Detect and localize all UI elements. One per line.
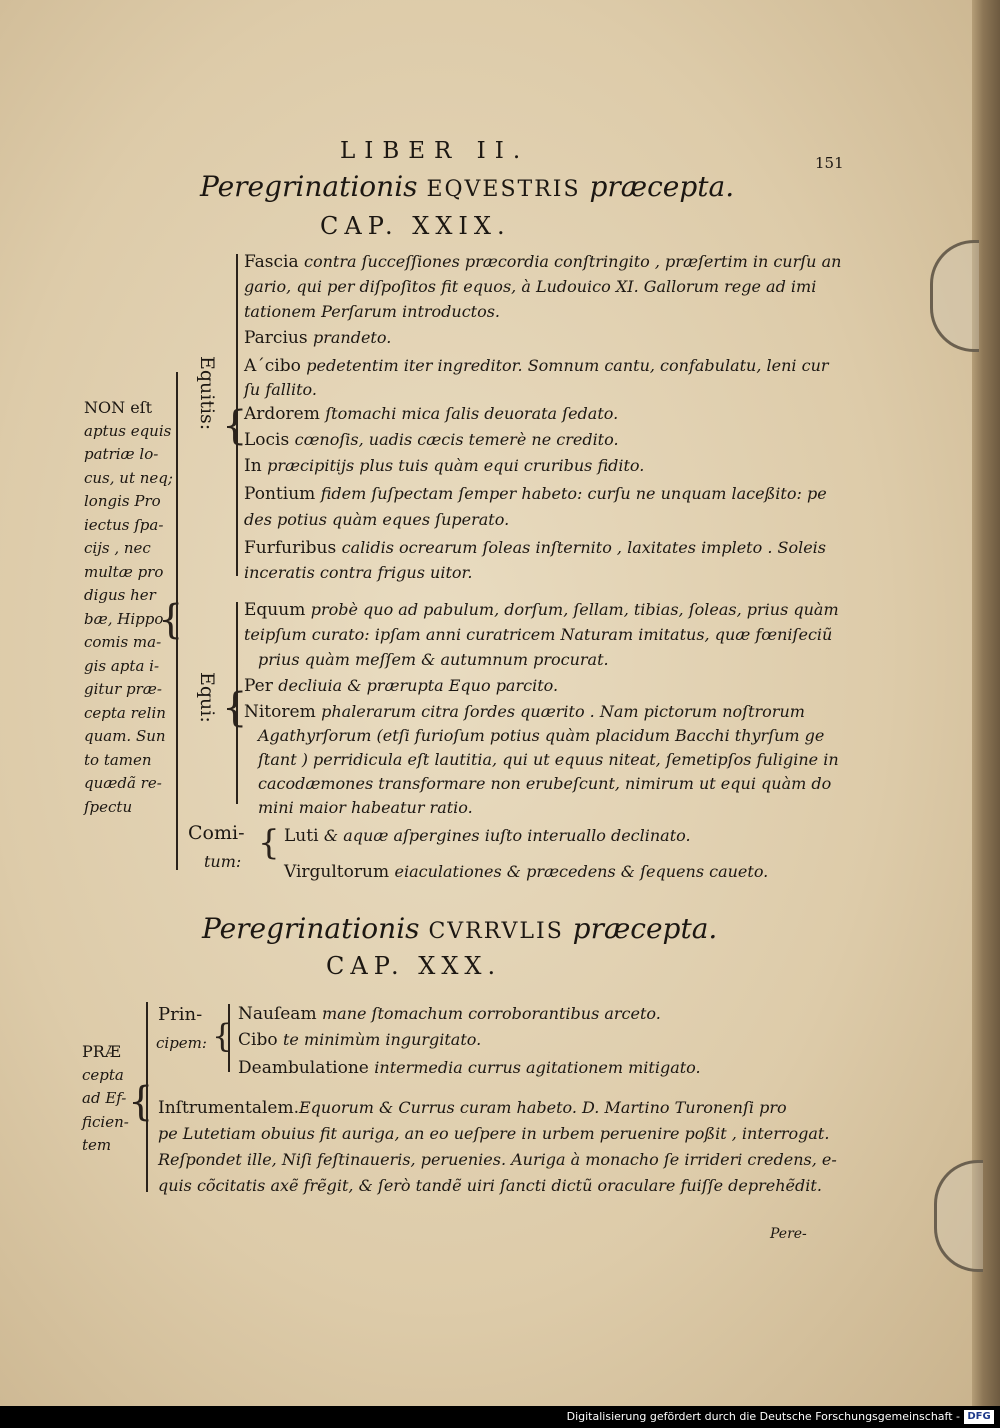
outer-brace-point: { bbox=[158, 597, 184, 643]
side-note-1-line: quam. Sun bbox=[84, 727, 166, 745]
comitum-label-1: Comi- bbox=[188, 822, 245, 844]
chapter-29-title-c: præcepta. bbox=[589, 170, 735, 203]
line-text: prandeto. bbox=[312, 328, 392, 347]
line-text: probè quo ad pabulum, dorſum, ſellam, tibias, ſoleas, prius quàm bbox=[310, 600, 839, 619]
line-text: prius quàm meſſem & autumnum procurat. bbox=[258, 650, 609, 669]
footer-bar bbox=[0, 1406, 1000, 1428]
side-note-1-line: multæ pro bbox=[84, 562, 164, 581]
equitis-line bbox=[244, 277, 816, 297]
equitis-line bbox=[244, 302, 500, 322]
side-note-2 bbox=[82, 1040, 129, 1158]
equitis-line bbox=[244, 456, 644, 476]
equitis-line bbox=[244, 484, 827, 504]
line-text: ſu fallito. bbox=[244, 380, 317, 399]
line-lead: Cibo bbox=[238, 1030, 278, 1050]
side-note-1-line: cijs , nec bbox=[84, 539, 151, 557]
catchword: Pere- bbox=[770, 1226, 807, 1242]
equitis-line bbox=[244, 563, 472, 583]
line-text: fidem ſuſpectam ſemper habeto: curſu ne unquam laceßito: pe bbox=[320, 484, 827, 503]
chapter-29-title-b: EQVESTRIS bbox=[426, 177, 581, 202]
line-text: decliuia & prærupta Equo parcito. bbox=[278, 676, 559, 695]
side-note-2-line: ad Ef- bbox=[82, 1089, 127, 1107]
comitum-label-2: tum: bbox=[204, 852, 242, 871]
chapter-30-title bbox=[202, 912, 717, 945]
principem-line bbox=[238, 1030, 481, 1050]
line-text: eiaculationes & præcedens & ſequens caueto. bbox=[394, 862, 769, 881]
line-text: des potius quàm eques ſuperato. bbox=[244, 510, 510, 529]
principem-label-2: cipem: bbox=[156, 1034, 207, 1052]
chapter-29-cap: CAP. XXIX. bbox=[320, 212, 511, 240]
equitis-line bbox=[244, 328, 391, 348]
chapter-29-title-a: Peregrinationis bbox=[200, 170, 418, 203]
line-text: calidis ocrearum ſoleas inſternito , laxitates impleto . Soleis bbox=[341, 538, 827, 557]
equitis-line bbox=[244, 538, 826, 558]
comitum-line bbox=[284, 862, 768, 882]
side-note-1-line: NON eſt bbox=[84, 398, 153, 417]
line-text: præcipitijs plus tuis quàm equi cruribus fidito. bbox=[267, 456, 645, 475]
equitis-line bbox=[244, 404, 618, 424]
line-text: contra ſucceſſiones præcordia conſtringito , præſertim in curſu an bbox=[304, 252, 842, 271]
equi-brace-point: { bbox=[222, 685, 248, 731]
line-text: inceratis contra frigus uitor. bbox=[244, 563, 473, 582]
principem-line bbox=[238, 1058, 701, 1078]
equi-line bbox=[258, 650, 609, 670]
side-note-1-line: gis apta i- bbox=[84, 656, 160, 675]
running-head: LIBER II. bbox=[340, 138, 530, 164]
line-lead: Nitorem bbox=[244, 702, 316, 722]
chapter-30-title-c: præcepta. bbox=[572, 912, 718, 945]
instrumentalem-line bbox=[158, 1124, 829, 1144]
side-note-1-line: longis Pro bbox=[84, 492, 161, 510]
line-text: tationem Perſarum introductos. bbox=[244, 302, 501, 321]
line-text: cœnoſis, uadis cæcis temerè ne credito. bbox=[294, 430, 619, 449]
principem-label-1: Prin- bbox=[158, 1004, 203, 1025]
equitis-line bbox=[244, 252, 841, 272]
side-note-1-line: gitur præ- bbox=[84, 680, 162, 698]
line-lead: Per bbox=[244, 676, 273, 696]
side-note-2-line: tem bbox=[82, 1136, 112, 1154]
line-lead: Virgultorum bbox=[284, 862, 390, 882]
principem-brace-point: { bbox=[212, 1017, 233, 1055]
side-note-1-line: comis ma- bbox=[84, 633, 162, 651]
line-lead: A´cibo bbox=[244, 356, 301, 376]
line-text: & aquæ aſpergines iuſto interuallo declinato. bbox=[323, 826, 691, 845]
line-lead: Furfuribus bbox=[244, 538, 337, 558]
side-note-1-line: patriæ lo- bbox=[84, 445, 159, 463]
side-note-1-line: quædã re- bbox=[84, 774, 162, 792]
equitis-brace-point: { bbox=[222, 403, 248, 449]
comitum-brace-point: { bbox=[258, 823, 280, 863]
footer-text: Digitalisierung gefördert durch die Deutsche Forschungsgemeinschaft - bbox=[566, 1410, 960, 1423]
equitis-line bbox=[244, 430, 619, 450]
line-text: ſtant ) perridicula eſt lautitia, qui ut equus niteat, ſemetipſos fuligine in bbox=[258, 750, 839, 769]
line-lead: Nauſeam bbox=[238, 1004, 317, 1024]
side-note-1-line: bæ, Hippo bbox=[84, 609, 164, 628]
instrumentalem-line bbox=[158, 1150, 837, 1170]
line-text: Agathyrſorum (etſi furioſum potius quàm placidum Bacchi thyrſum ge bbox=[258, 726, 825, 745]
equi-line bbox=[244, 702, 805, 722]
line-lead: Parcius bbox=[244, 328, 308, 348]
line-text: cacodæmones transformare non erubeſcunt, nimirum ut equi quàm do bbox=[258, 774, 832, 793]
equi-line bbox=[244, 625, 832, 645]
chapter-30-title-a: Peregrinationis bbox=[202, 912, 420, 945]
line-lead: Inſtrumentalem. bbox=[158, 1098, 299, 1118]
side-note-1-line: to tamen bbox=[84, 750, 152, 769]
equitis-line bbox=[244, 380, 317, 400]
side-note-2-line: ficien- bbox=[82, 1112, 129, 1131]
equi-line bbox=[244, 676, 558, 696]
line-text: intermedia currus agitationem mitigato. bbox=[374, 1058, 701, 1077]
line-text: pe Lutetiam obuius fit auriga, an eo ueſpere in urbem peruenire poßit , interrogat. bbox=[158, 1124, 830, 1143]
line-lead: Ardorem bbox=[244, 404, 320, 424]
line-text: mane ſtomachum corroborantibus arceto. bbox=[321, 1004, 661, 1023]
side-note-1-line: digus her bbox=[84, 586, 156, 604]
line-text: te minimùm ingurgitato. bbox=[282, 1030, 482, 1049]
equi-line bbox=[258, 750, 839, 770]
side-note-2-line: PRÆ bbox=[82, 1042, 121, 1061]
instrumentalem-line bbox=[158, 1098, 787, 1118]
equitis-line bbox=[244, 356, 829, 376]
instrumentalem-line bbox=[158, 1176, 822, 1196]
line-lead: Fascia bbox=[244, 252, 299, 272]
side-note-1-line: iectus ſpa- bbox=[84, 515, 164, 534]
side-note-1-line: cepta relin bbox=[84, 703, 166, 722]
page-number: 151 bbox=[815, 154, 844, 172]
line-text: phalerarum citra ſordes quærito . Nam pictorum noſtrorum bbox=[321, 702, 805, 721]
line-text: ſtomachi mica ſalis deuorata ſedato. bbox=[325, 404, 619, 423]
equi-line bbox=[258, 798, 473, 818]
chapter-29-title bbox=[200, 170, 734, 203]
equi-line bbox=[258, 774, 831, 794]
line-lead: Deambulatione bbox=[238, 1058, 369, 1078]
side-note-2-line: cepta bbox=[82, 1065, 124, 1084]
equi-label: Equi: bbox=[196, 672, 218, 723]
side-note-1-line: ſpectu bbox=[84, 797, 133, 816]
line-lead: Locis bbox=[244, 430, 290, 450]
line-text: Reſpondet ille, Niſi feſtinaueris, peruenies. Auriga à monacho ſe irrideri credens, e- bbox=[158, 1150, 837, 1169]
praecepta-brace-point: { bbox=[128, 1079, 154, 1125]
line-text: Equorum & Currus curam habeto. D. Martino Turonenſi pro bbox=[298, 1098, 787, 1117]
line-lead: Equum bbox=[244, 600, 306, 620]
line-lead: In bbox=[244, 456, 262, 476]
dfg-logo-icon: DFG bbox=[964, 1410, 994, 1424]
side-note-1-line: aptus equis bbox=[84, 421, 172, 440]
comitum-line bbox=[284, 826, 691, 846]
equi-line bbox=[258, 726, 824, 746]
side-note-1 bbox=[84, 396, 173, 819]
line-lead: Luti bbox=[284, 826, 319, 846]
line-text: quis cõcitatis axẽ frẽgit, & ſerò tandẽ uiri ſancti dictũ oraculare fuiſſe deprehẽdit. bbox=[158, 1176, 822, 1195]
chapter-30-title-b: CVRRVLIS bbox=[428, 919, 564, 944]
equi-line bbox=[244, 600, 839, 620]
line-text: pedetentim iter ingreditor. Somnum cantu, confabulatu, leni cur bbox=[306, 356, 829, 375]
line-lead: Pontium bbox=[244, 484, 316, 504]
line-text: gario, qui per diſpoſitos fit equos, à Ludouico XI. Gallorum rege ad imi bbox=[244, 277, 817, 296]
chapter-30-cap: CAP. XXX. bbox=[326, 952, 502, 980]
principem-line bbox=[238, 1004, 661, 1024]
side-note-1-line: cus, ut neq; bbox=[84, 468, 173, 487]
equitis-line bbox=[244, 510, 509, 530]
line-text: mini maior habeatur ratio. bbox=[258, 798, 473, 817]
equitis-label: Equitis: bbox=[196, 356, 218, 431]
line-text: teipſum curato: ipſam anni curatricem Naturam imitatus, quæ fœniſeciũ bbox=[244, 625, 833, 644]
